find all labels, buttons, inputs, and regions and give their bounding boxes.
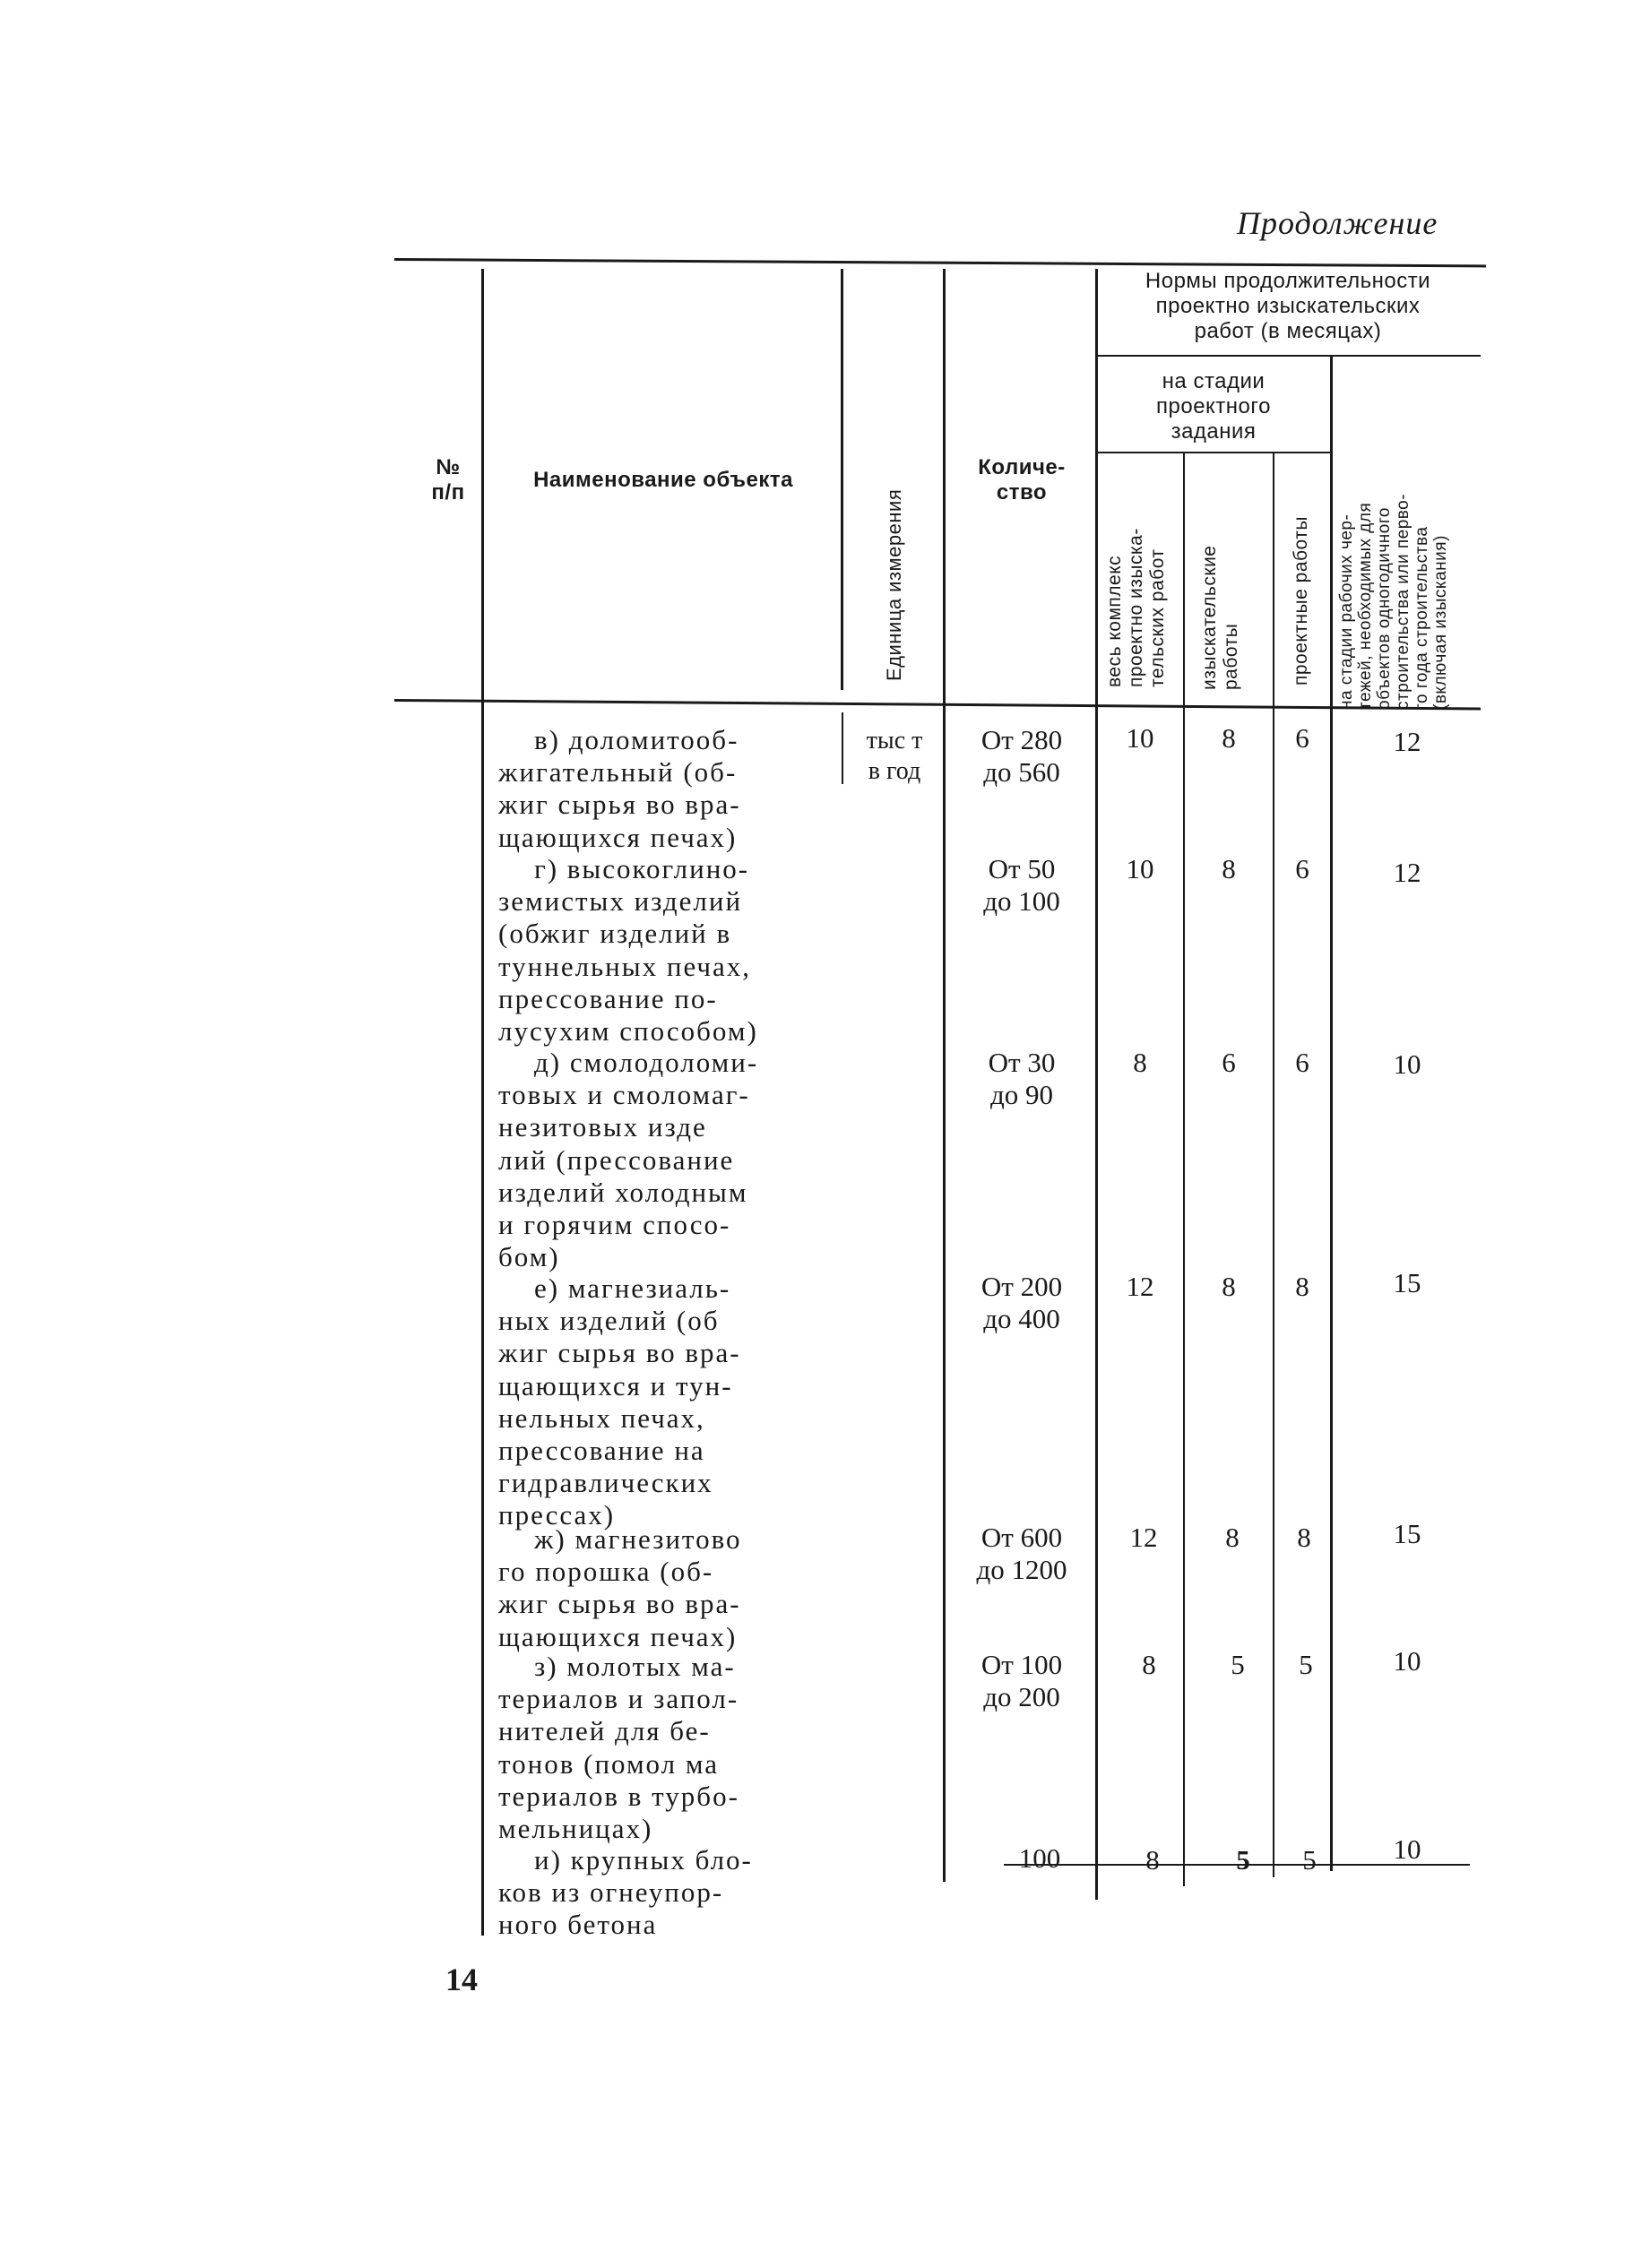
page-number: 14 — [445, 1962, 478, 1997]
table-row-total: 8 — [1145, 1844, 1160, 1876]
table-row-name: д) смолодоломи- товых и смоломаг- незитовых изде лий (прессование изделий холодным и горячим спосо- бом) — [498, 1047, 759, 1273]
header-working-drawings: на стадии рабочих чер- тежей, необходимых для объектов одногодичного строительства или перво- го года строительства (включая изыскания) — [1337, 493, 1450, 710]
table-row-survey: 8 — [1222, 722, 1236, 754]
table-row-survey: 8 — [1225, 1522, 1240, 1553]
col-rule-7 — [1330, 357, 1333, 1871]
table-row-quantity: От 30 до 90 — [988, 1047, 1056, 1110]
header-at-stage: на стадии проектного задания — [1156, 369, 1271, 444]
table-row-quantity: От 200 до 400 — [980, 1271, 1063, 1334]
table-row-design: 8 — [1295, 1271, 1309, 1302]
table-row-working: 12 — [1393, 857, 1421, 888]
table-row-design: 8 — [1297, 1522, 1311, 1553]
header-total-complex: весь комплекс проектно изыска- тельских работ — [1104, 528, 1168, 687]
table-row-total: 8 — [1133, 1047, 1147, 1078]
header-norms: Нормы продолжительности проектно изыскательских работ (в месяцах) — [1145, 269, 1431, 343]
header-number: № п/п — [431, 455, 465, 504]
table-row-working: 10 — [1393, 1645, 1421, 1677]
continuation-label: Продолжение — [1237, 205, 1438, 241]
table-row-total: 10 — [1126, 722, 1154, 754]
table-row-quantity: От 280 до 560 — [980, 724, 1063, 788]
table-row-name: з) молотых ма- териалов и запол- нителей для бе- тонов (помол ма териалов в турбо- мельницах) — [498, 1651, 739, 1844]
table-row-quantity: От 100 до 200 — [980, 1649, 1063, 1712]
header-bottom-rule — [394, 699, 1481, 711]
table-row-unit: тыс т в год — [866, 727, 923, 785]
table-row-design: 6 — [1295, 853, 1309, 884]
header-unit: Единица измерения — [883, 488, 905, 681]
table-row-total: 12 — [1126, 1271, 1154, 1302]
table-row-total: 8 — [1142, 1649, 1156, 1680]
col-rule-3 — [943, 269, 946, 1882]
table-row-working: 15 — [1393, 1267, 1421, 1298]
table-row-quantity: От 600 до 1200 — [976, 1522, 1067, 1585]
header-survey-works: изыскательские работы — [1199, 545, 1241, 690]
table-row-name: и) крупных бло- ков из огнеупор- ного бетона — [498, 1844, 753, 1941]
table-row-working: 10 — [1393, 1048, 1421, 1080]
header-quantity: Количе- ство — [978, 455, 1066, 504]
header-design-works: проектные работы — [1291, 516, 1311, 686]
table-row-working: 12 — [1393, 726, 1421, 757]
table-row-working: 10 — [1393, 1833, 1421, 1865]
table-row-name: ж) магнезитово го порошка (об- жиг сырья во вра- щающихся печах) — [498, 1523, 742, 1652]
table-row-total: 12 — [1129, 1522, 1158, 1553]
table-row-quantity: От 50 до 100 — [983, 853, 1060, 917]
table-row-total: 10 — [1126, 853, 1154, 884]
table-row-survey: 8 — [1222, 1271, 1236, 1302]
header-object-name: Наименование объекта — [533, 468, 793, 492]
table-row-quantity: 100 — [1018, 1842, 1061, 1874]
norms-subheader-rule — [1095, 355, 1481, 357]
table-row-survey: 5 — [1236, 1844, 1250, 1876]
table-row-design: 6 — [1295, 722, 1309, 754]
table-row-survey: 8 — [1222, 853, 1236, 884]
table-row-survey: 6 — [1222, 1047, 1236, 1078]
table-top-rule — [394, 258, 1486, 267]
col-rule-1 — [481, 269, 484, 1936]
table-row-name: г) высокоглино- земистых изделий (обжиг изделий в туннельных печах, прессование по- лусухим способом) — [498, 853, 758, 1047]
table-row-design: 6 — [1295, 1047, 1309, 1078]
table-row-name: в) доломитооб- жигательный (об- жиг сырья во вра- щающихся печах) — [498, 724, 741, 853]
table-row-name: е) магнезиаль- ных изделий (об жиг сырья во вра- щающихся и тун- нельных печах, прессование на гидравлических прессах) — [498, 1272, 741, 1531]
table-row-survey: 5 — [1231, 1649, 1245, 1680]
col-rule-2 — [841, 269, 843, 690]
table-row-design: 5 — [1299, 1649, 1313, 1680]
stage-subheader-rule — [1095, 452, 1330, 453]
col-rule-4 — [1095, 269, 1098, 1900]
table-row-design: 5 — [1302, 1844, 1317, 1876]
table-row-working: 15 — [1393, 1518, 1421, 1549]
